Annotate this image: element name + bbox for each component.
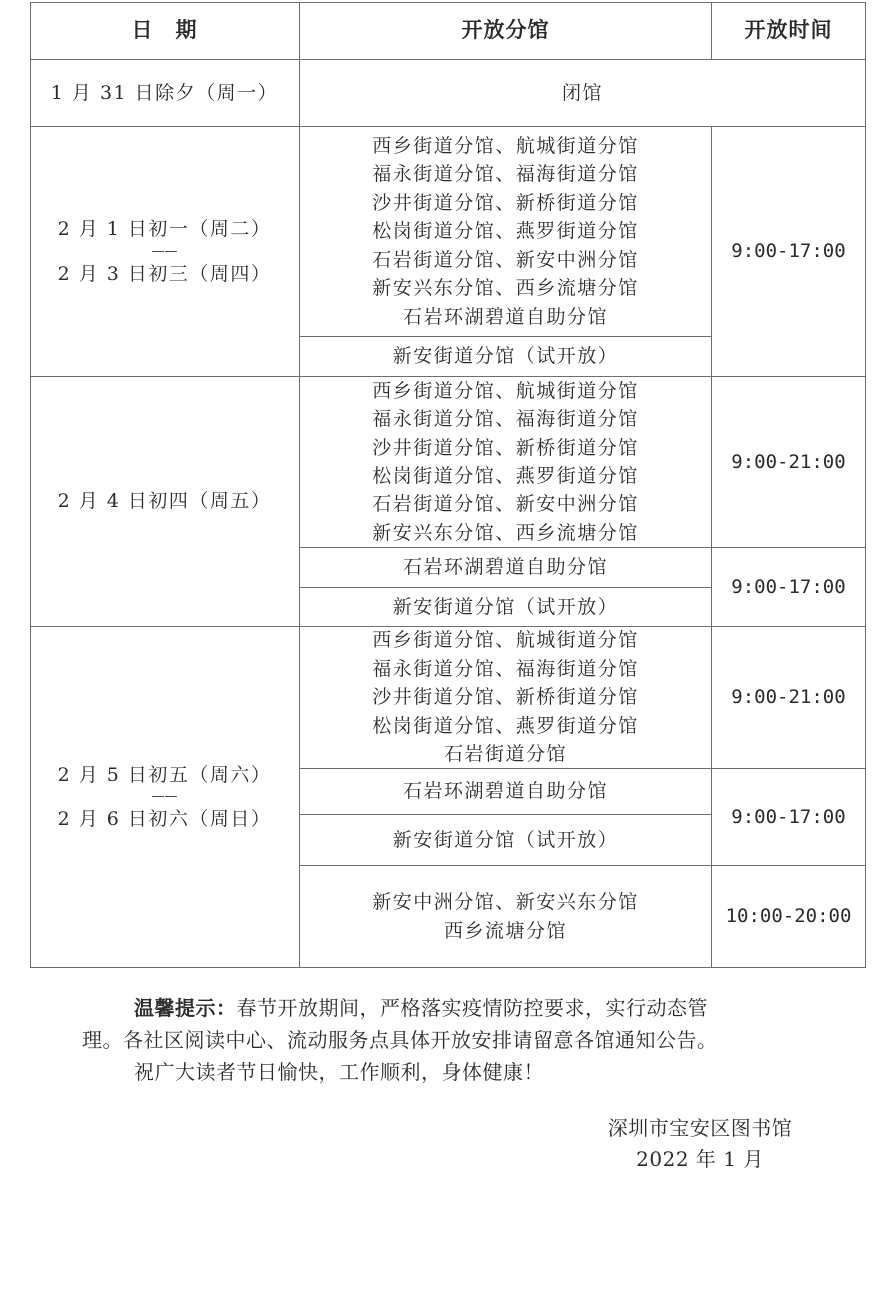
branch-line: 松岗街道分馆、燕罗街道分馆 (372, 714, 639, 737)
branch-trial: 新安街道分馆（试开放） (392, 828, 619, 851)
branch-line: 石岩环湖碧道自助分馆 (402, 305, 608, 328)
header-time: 开放时间 (744, 17, 833, 43)
date-range-dash: —— (151, 789, 178, 804)
branch-line: 沙井街道分馆、新桥街道分馆 (372, 191, 639, 214)
branch-self-service: 石岩环湖碧道自助分馆 (402, 780, 608, 803)
branch-line: 松岗街道分馆、燕罗街道分馆 (372, 465, 639, 487)
reminder-note (82, 992, 852, 1088)
signature-date: 2022 年 1 月 (636, 1147, 764, 1171)
branch-line: 沙井街道分馆、新桥街道分馆 (372, 436, 639, 459)
reminder-line-3: 祝广大读者节日愉快，工作顺利，身体健康！ (134, 1060, 544, 1084)
opening-time: 9:00-21:00 (731, 686, 846, 709)
signature-org: 深圳市宝安区图书馆 (607, 1116, 793, 1140)
branch-self-service: 石岩环湖碧道自助分馆 (402, 556, 608, 579)
reminder-line-2: 理。各社区阅读中心、流动服务点具体开放安排请留意各馆通知公告。 (82, 1028, 718, 1052)
branch-line: 石岩街道分馆 (443, 743, 567, 766)
date-range-dash: —— (151, 243, 178, 259)
date-end: 2 月 6 日初六（周日） (57, 808, 272, 830)
branch-line: 西乡街道分馆、航城街道分馆 (372, 379, 639, 402)
branch-list (300, 627, 711, 768)
branch-line: 福永街道分馆、福海街道分馆 (372, 657, 639, 680)
branch-line: 福永街道分馆、福海街道分馆 (372, 408, 639, 431)
branch-trial: 新安街道分馆（试开放） (392, 595, 619, 618)
branch-line: 石岩街道分馆、新安中洲分馆 (372, 248, 639, 271)
branch-line: 西乡流塘分馆 (443, 919, 567, 942)
branch-line: 新安中洲分馆、新安兴东分馆 (372, 891, 639, 914)
branch-list (300, 127, 711, 336)
reminder-line-1: 春节开放期间，严格落实疫情防控要求，实行动态管 (236, 996, 708, 1020)
reminder-label: 温馨提示： (134, 996, 237, 1020)
status-closed: 闭馆 (561, 81, 603, 104)
table-border-right (865, 2, 866, 968)
date-eve: 1 月 31 日除夕（周一） (50, 81, 279, 104)
branch-line: 石岩街道分馆、新安中洲分馆 (372, 493, 639, 516)
header-date: 日 期 (131, 17, 198, 43)
branch-line: 松岗街道分馆、燕罗街道分馆 (372, 220, 639, 243)
opening-time: 10:00-20:00 (725, 905, 852, 928)
date-day1-3 (30, 127, 299, 376)
branch-line: 新安兴东分馆、西乡流塘分馆 (372, 521, 639, 544)
branch-line: 沙井街道分馆、新桥街道分馆 (372, 686, 639, 709)
branch-line: 福永街道分馆、福海街道分馆 (372, 163, 639, 186)
opening-time: 9:00-17:00 (731, 575, 846, 598)
date-day5-6 (30, 627, 299, 967)
branch-line: 西乡街道分馆、航城街道分馆 (372, 629, 639, 652)
table-border-bottom (30, 967, 866, 968)
date-end: 2 月 3 日初三（周四） (57, 262, 272, 285)
branch-list (300, 377, 711, 547)
schedule-table (30, 2, 866, 968)
branch-trial: 新安街道分馆（试开放） (392, 345, 619, 368)
branch-line: 西乡街道分馆、航城街道分馆 (372, 135, 639, 158)
header-branch: 开放分馆 (461, 17, 550, 43)
date-start: 2 月 1 日初一（周二） (57, 218, 272, 241)
date-start: 2 月 5 日初五（周六） (57, 763, 272, 786)
branch-list (300, 866, 711, 967)
branch-line: 新安兴东分馆、西乡流塘分馆 (372, 277, 639, 300)
opening-time: 9:00-21:00 (731, 450, 846, 473)
opening-time: 9:00-17:00 (731, 805, 846, 828)
date-day4: 2 月 4 日初四（周五） (57, 490, 272, 513)
opening-time: 9:00-17:00 (731, 240, 846, 263)
